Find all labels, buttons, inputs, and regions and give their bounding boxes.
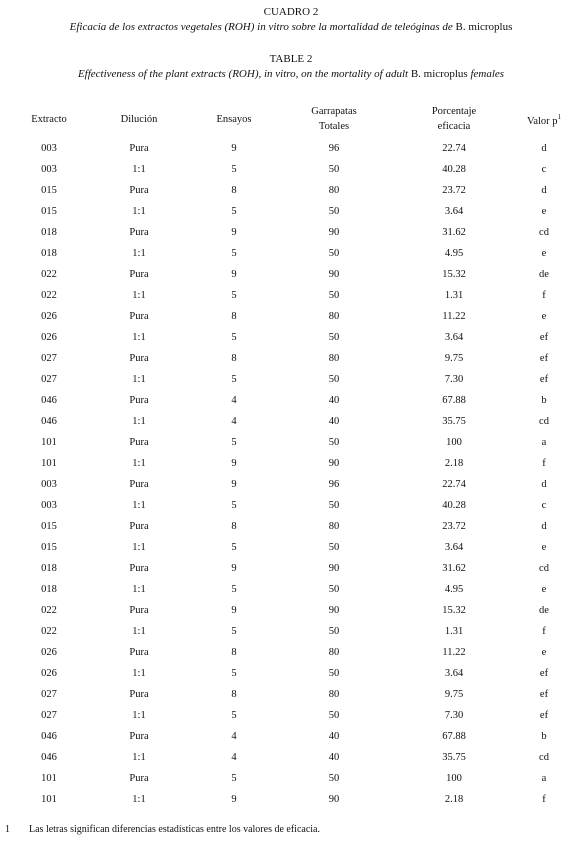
valor-p-cell: f	[542, 794, 546, 805]
ensayos-cell: 9	[231, 563, 237, 574]
garrapatas-cell: 50	[328, 542, 340, 553]
extracto-cell: 003	[41, 500, 57, 511]
porcentaje-cell: 2.18	[444, 458, 464, 469]
extracto-cell: 026	[41, 332, 57, 343]
valor-p-cell: b	[541, 395, 547, 406]
extracto-cell: 026	[41, 668, 57, 679]
extracto-cell: 046	[41, 416, 57, 427]
valor-p-cell: a	[541, 437, 547, 448]
valor-p-cell: d	[541, 521, 547, 532]
footnote	[5, 824, 320, 835]
extracto-cell: 027	[41, 374, 57, 385]
extracto-cell: 022	[41, 605, 57, 616]
ensayos-cell: 5	[231, 248, 237, 259]
table-row	[14, 222, 574, 243]
dilucion-cell: 1:1	[132, 332, 146, 343]
ensayos-cell: 8	[231, 353, 237, 364]
valor-p-cell: a	[541, 773, 547, 784]
porcentaje-cell: 23.72	[442, 521, 466, 532]
dilucion-cell: Pura	[129, 185, 149, 196]
garrapatas-cell: 90	[328, 563, 340, 574]
dilucion-cell: Pura	[129, 773, 149, 784]
ensayos-cell: 5	[231, 773, 237, 784]
ensayos-cell: 8	[231, 311, 237, 322]
garrapatas-cell: 50	[328, 332, 340, 343]
extracto-cell: 022	[41, 269, 57, 280]
garrapatas-cell: 50	[328, 500, 340, 511]
ensayos-cell: 5	[231, 206, 237, 217]
garrapatas-cell: 50	[328, 374, 340, 385]
extracto-cell: 018	[41, 227, 57, 238]
porcentaje-cell: 100	[446, 773, 462, 784]
valor-p-cell: f	[542, 458, 546, 469]
ensayos-cell: 8	[231, 689, 237, 700]
valor-p-cell: ef	[539, 332, 549, 343]
porcentaje-cell: 35.75	[442, 416, 466, 427]
valor-p-cell: cd	[539, 227, 549, 238]
header-garrapatas	[274, 100, 394, 138]
ensayos-cell: 9	[231, 269, 237, 280]
dilucion-cell: 1:1	[132, 626, 146, 637]
table-row	[14, 537, 574, 558]
porcentaje-cell: 40.28	[442, 164, 466, 175]
porcentaje-cell: 22.74	[442, 143, 466, 154]
ensayos-cell: 5	[231, 710, 237, 721]
garrapatas-cell: 90	[328, 269, 340, 280]
dilucion-cell: Pura	[129, 647, 149, 658]
garrapatas-cell: 50	[328, 290, 340, 301]
extracto-cell: 027	[41, 689, 57, 700]
garrapatas-cell: 50	[328, 773, 340, 784]
garrapatas-cell: 80	[328, 689, 340, 700]
table-row	[14, 348, 574, 369]
porcentaje-cell: 3.64	[444, 332, 464, 343]
ensayos-cell: 8	[231, 185, 237, 196]
garrapatas-cell: 50	[328, 626, 340, 637]
ensayos-cell: 5	[231, 374, 237, 385]
dilucion-cell: 1:1	[132, 752, 146, 763]
ensayos-cell: 9	[231, 479, 237, 490]
table-row	[14, 684, 574, 705]
ensayos-cell: 4	[231, 731, 237, 742]
ensayos-cell: 5	[231, 542, 237, 553]
porcentaje-cell: 35.75	[442, 752, 466, 763]
dilucion-cell: Pura	[129, 731, 149, 742]
table-row	[14, 663, 574, 684]
table-row	[14, 264, 574, 285]
valor-p-cell: f	[542, 290, 546, 301]
valor-p-cell: e	[541, 647, 547, 658]
extracto-cell: 015	[41, 185, 57, 196]
porcentaje-cell: 3.64	[444, 206, 464, 217]
garrapatas-cell: 50	[328, 668, 340, 679]
table-row	[14, 432, 574, 453]
dilucion-cell: 1:1	[132, 668, 146, 679]
valor-p-cell: e	[541, 248, 547, 259]
garrapatas-cell: 90	[328, 458, 340, 469]
dilucion-cell: Pura	[129, 269, 149, 280]
table-caption-text: Effectiveness of the plant extracts (ROH), in vitro, on the mortality of adult	[77, 68, 409, 80]
cuadro-caption	[0, 20, 582, 34]
garrapatas-cell: 50	[328, 710, 340, 721]
table-row	[14, 516, 574, 537]
dilucion-cell: 1:1	[132, 542, 146, 553]
garrapatas-cell: 96	[328, 143, 340, 154]
table-row	[14, 453, 574, 474]
porcentaje-cell: 1.31	[444, 626, 464, 637]
porcentaje-cell: 15.32	[442, 269, 466, 280]
valor-p-cell: cd	[539, 752, 549, 763]
garrapatas-cell: 90	[328, 605, 340, 616]
table-body	[14, 138, 574, 810]
ensayos-cell: 5	[231, 500, 237, 511]
garrapatas-cell: 40	[328, 416, 340, 427]
dilucion-cell: Pura	[129, 311, 149, 322]
porcentaje-cell: 22.74	[442, 479, 466, 490]
garrapatas-cell: 40	[328, 731, 340, 742]
valor-p-cell: d	[541, 143, 547, 154]
valor-p-cell: b	[541, 731, 547, 742]
garrapatas-cell: 50	[328, 164, 340, 175]
table-row	[14, 747, 574, 768]
table-row	[14, 390, 574, 411]
dilucion-cell: Pura	[129, 563, 149, 574]
porcentaje-cell: 31.62	[442, 563, 466, 574]
dilucion-cell: 1:1	[132, 416, 146, 427]
garrapatas-cell: 80	[328, 185, 340, 196]
extracto-cell: 046	[41, 395, 57, 406]
extracto-cell: 026	[41, 311, 57, 322]
dilucion-cell: 1:1	[132, 584, 146, 595]
porcentaje-cell: 40.28	[442, 500, 466, 511]
porcentaje-cell: 9.75	[444, 689, 464, 700]
extracto-cell: 022	[41, 626, 57, 637]
garrapatas-cell: 50	[328, 437, 340, 448]
dilucion-cell: 1:1	[132, 374, 146, 385]
garrapatas-cell: 96	[328, 479, 340, 490]
valor-p-cell: e	[541, 206, 547, 217]
extracto-cell: 046	[41, 731, 57, 742]
header-valor-p	[514, 100, 574, 138]
valor-p-cell: de	[539, 605, 549, 616]
garrapatas-cell: 50	[328, 584, 340, 595]
extracto-cell: 022	[41, 290, 57, 301]
dilucion-cell: 1:1	[132, 710, 146, 721]
dilucion-cell: 1:1	[132, 206, 146, 217]
dilucion-cell: Pura	[129, 689, 149, 700]
ensayos-cell: 5	[231, 164, 237, 175]
table-row	[14, 558, 574, 579]
porcentaje-cell: 7.30	[444, 710, 464, 721]
garrapatas-cell: 50	[328, 206, 340, 217]
garrapatas-cell: 40	[328, 395, 340, 406]
table-row	[14, 159, 574, 180]
porcentaje-cell: 11.22	[442, 311, 466, 322]
dilucion-cell: Pura	[129, 437, 149, 448]
valor-p-cell: de	[539, 269, 549, 280]
table-caption-species: B. microplus	[410, 68, 468, 80]
cuadro-title: CUADRO 2	[263, 6, 319, 18]
extracto-cell: 015	[41, 206, 57, 217]
extracto-cell: 046	[41, 752, 57, 763]
extracto-cell: 027	[41, 353, 57, 364]
dilucion-cell: Pura	[129, 227, 149, 238]
table-row	[14, 600, 574, 621]
porcentaje-cell: 2.18	[444, 794, 464, 805]
extracto-cell: 101	[41, 773, 57, 784]
table-row	[14, 138, 574, 159]
valor-p-cell: cd	[539, 416, 549, 427]
ensayos-cell: 5	[231, 584, 237, 595]
ensayos-cell: 8	[231, 647, 237, 658]
dilucion-cell: 1:1	[132, 794, 146, 805]
table-row	[14, 285, 574, 306]
porcentaje-cell: 3.64	[444, 542, 464, 553]
extracto-cell: 018	[41, 584, 57, 595]
header-garrapatas-line1: Garrapatas	[311, 106, 357, 117]
extracto-cell: 015	[41, 542, 57, 553]
porcentaje-cell: 11.22	[442, 647, 466, 658]
table-row	[14, 642, 574, 663]
header-ensayos: Ensayos	[216, 113, 252, 125]
header-valor-text: Valor p	[526, 115, 558, 127]
table-row	[14, 411, 574, 432]
garrapatas-cell: 90	[328, 227, 340, 238]
table-row	[14, 180, 574, 201]
table-row	[14, 789, 574, 810]
header-garrapatas-line2: Totales	[318, 121, 350, 132]
valor-p-cell: ef	[539, 668, 549, 679]
ensayos-cell: 8	[231, 521, 237, 532]
garrapatas-cell: 40	[328, 752, 340, 763]
porcentaje-cell: 7.30	[444, 374, 464, 385]
porcentaje-cell: 3.64	[444, 668, 464, 679]
ensayos-cell: 9	[231, 143, 237, 154]
header-dilucion: Dilución	[120, 113, 158, 125]
garrapatas-cell: 80	[328, 353, 340, 364]
porcentaje-cell: 9.75	[444, 353, 464, 364]
ensayos-cell: 5	[231, 437, 237, 448]
porcentaje-cell: 31.62	[442, 227, 466, 238]
valor-p-cell: ef	[539, 710, 549, 721]
footnote-number: 1	[5, 824, 10, 835]
table-row	[14, 495, 574, 516]
extracto-cell: 018	[41, 248, 57, 259]
extracto-cell: 026	[41, 647, 57, 658]
ensayos-cell: 5	[231, 668, 237, 679]
valor-p-cell: d	[541, 479, 547, 490]
valor-p-cell: cd	[539, 563, 549, 574]
footnote-text: Las letras significan diferencias estadísticas entre los valores de eficacia.	[29, 824, 320, 835]
extracto-cell: 101	[41, 458, 57, 469]
table-title: TABLE 2	[269, 53, 313, 65]
garrapatas-cell: 80	[328, 311, 340, 322]
valor-p-cell: ef	[539, 353, 549, 364]
porcentaje-cell: 1.31	[444, 290, 464, 301]
dilucion-cell: 1:1	[132, 458, 146, 469]
porcentaje-cell: 67.88	[442, 731, 466, 742]
extracto-cell: 003	[41, 164, 57, 175]
dilucion-cell: Pura	[129, 521, 149, 532]
table-row	[14, 474, 574, 495]
garrapatas-cell: 90	[328, 794, 340, 805]
valor-p-cell: c	[541, 164, 547, 175]
header-porcentaje-line1: Porcentaje	[431, 106, 477, 117]
valor-p-cell: d	[541, 185, 547, 196]
dilucion-cell: Pura	[129, 353, 149, 364]
table-caption-tail: females	[470, 68, 505, 80]
header-valor-footnote-marker: 1	[557, 112, 562, 121]
table-caption	[0, 67, 582, 81]
porcentaje-cell: 100	[446, 437, 462, 448]
extracto-cell: 003	[41, 143, 57, 154]
table-row	[14, 327, 574, 348]
extracto-cell: 101	[41, 794, 57, 805]
ensayos-cell: 5	[231, 626, 237, 637]
valor-p-cell: e	[541, 311, 547, 322]
table-row	[14, 306, 574, 327]
table-row	[14, 621, 574, 642]
table-row	[14, 768, 574, 789]
ensayos-cell: 5	[231, 332, 237, 343]
porcentaje-cell: 4.95	[444, 248, 464, 259]
extracto-cell: 015	[41, 521, 57, 532]
dilucion-cell: 1:1	[132, 290, 146, 301]
dilucion-cell: 1:1	[132, 500, 146, 511]
valor-p-cell: ef	[539, 374, 549, 385]
valor-p-cell: ef	[539, 689, 549, 700]
valor-p-cell: c	[541, 500, 547, 511]
dilucion-cell: 1:1	[132, 164, 146, 175]
header-extracto: Extracto	[31, 113, 67, 125]
valor-p-cell: e	[541, 542, 547, 553]
dilucion-cell: 1:1	[132, 248, 146, 259]
porcentaje-cell: 15.32	[442, 605, 466, 616]
ensayos-cell: 4	[231, 416, 237, 427]
extracto-cell: 018	[41, 563, 57, 574]
table-header-row	[14, 100, 574, 138]
garrapatas-cell: 80	[328, 521, 340, 532]
dilucion-cell: Pura	[129, 395, 149, 406]
garrapatas-cell: 50	[328, 248, 340, 259]
dilucion-cell: Pura	[129, 605, 149, 616]
cuadro-caption-text: Eficacia de los extractos vegetales (ROH) in vitro sobre la mortalidad de teleóginas de	[69, 21, 453, 33]
porcentaje-cell: 67.88	[442, 395, 466, 406]
ensayos-cell: 4	[231, 752, 237, 763]
dilucion-cell: Pura	[129, 143, 149, 154]
header-porcentaje	[394, 100, 514, 138]
table-row	[14, 369, 574, 390]
valor-p-cell: e	[541, 584, 547, 595]
ensayos-cell: 5	[231, 290, 237, 301]
table-row	[14, 726, 574, 747]
table-row	[14, 579, 574, 600]
ensayos-cell: 4	[231, 395, 237, 406]
efficacy-table	[14, 100, 574, 810]
header-porcentaje-line2: eficacia	[437, 121, 471, 132]
ensayos-cell: 9	[231, 605, 237, 616]
ensayos-cell: 9	[231, 794, 237, 805]
garrapatas-cell: 80	[328, 647, 340, 658]
extracto-cell: 003	[41, 479, 57, 490]
dilucion-cell: Pura	[129, 479, 149, 490]
table-row	[14, 201, 574, 222]
valor-p-cell: f	[542, 626, 546, 637]
cuadro-caption-species: B. microplus	[455, 21, 513, 33]
porcentaje-cell: 4.95	[444, 584, 464, 595]
ensayos-cell: 9	[231, 227, 237, 238]
ensayos-cell: 9	[231, 458, 237, 469]
porcentaje-cell: 23.72	[442, 185, 466, 196]
table-row	[14, 705, 574, 726]
extracto-cell: 027	[41, 710, 57, 721]
table-row	[14, 243, 574, 264]
extracto-cell: 101	[41, 437, 57, 448]
